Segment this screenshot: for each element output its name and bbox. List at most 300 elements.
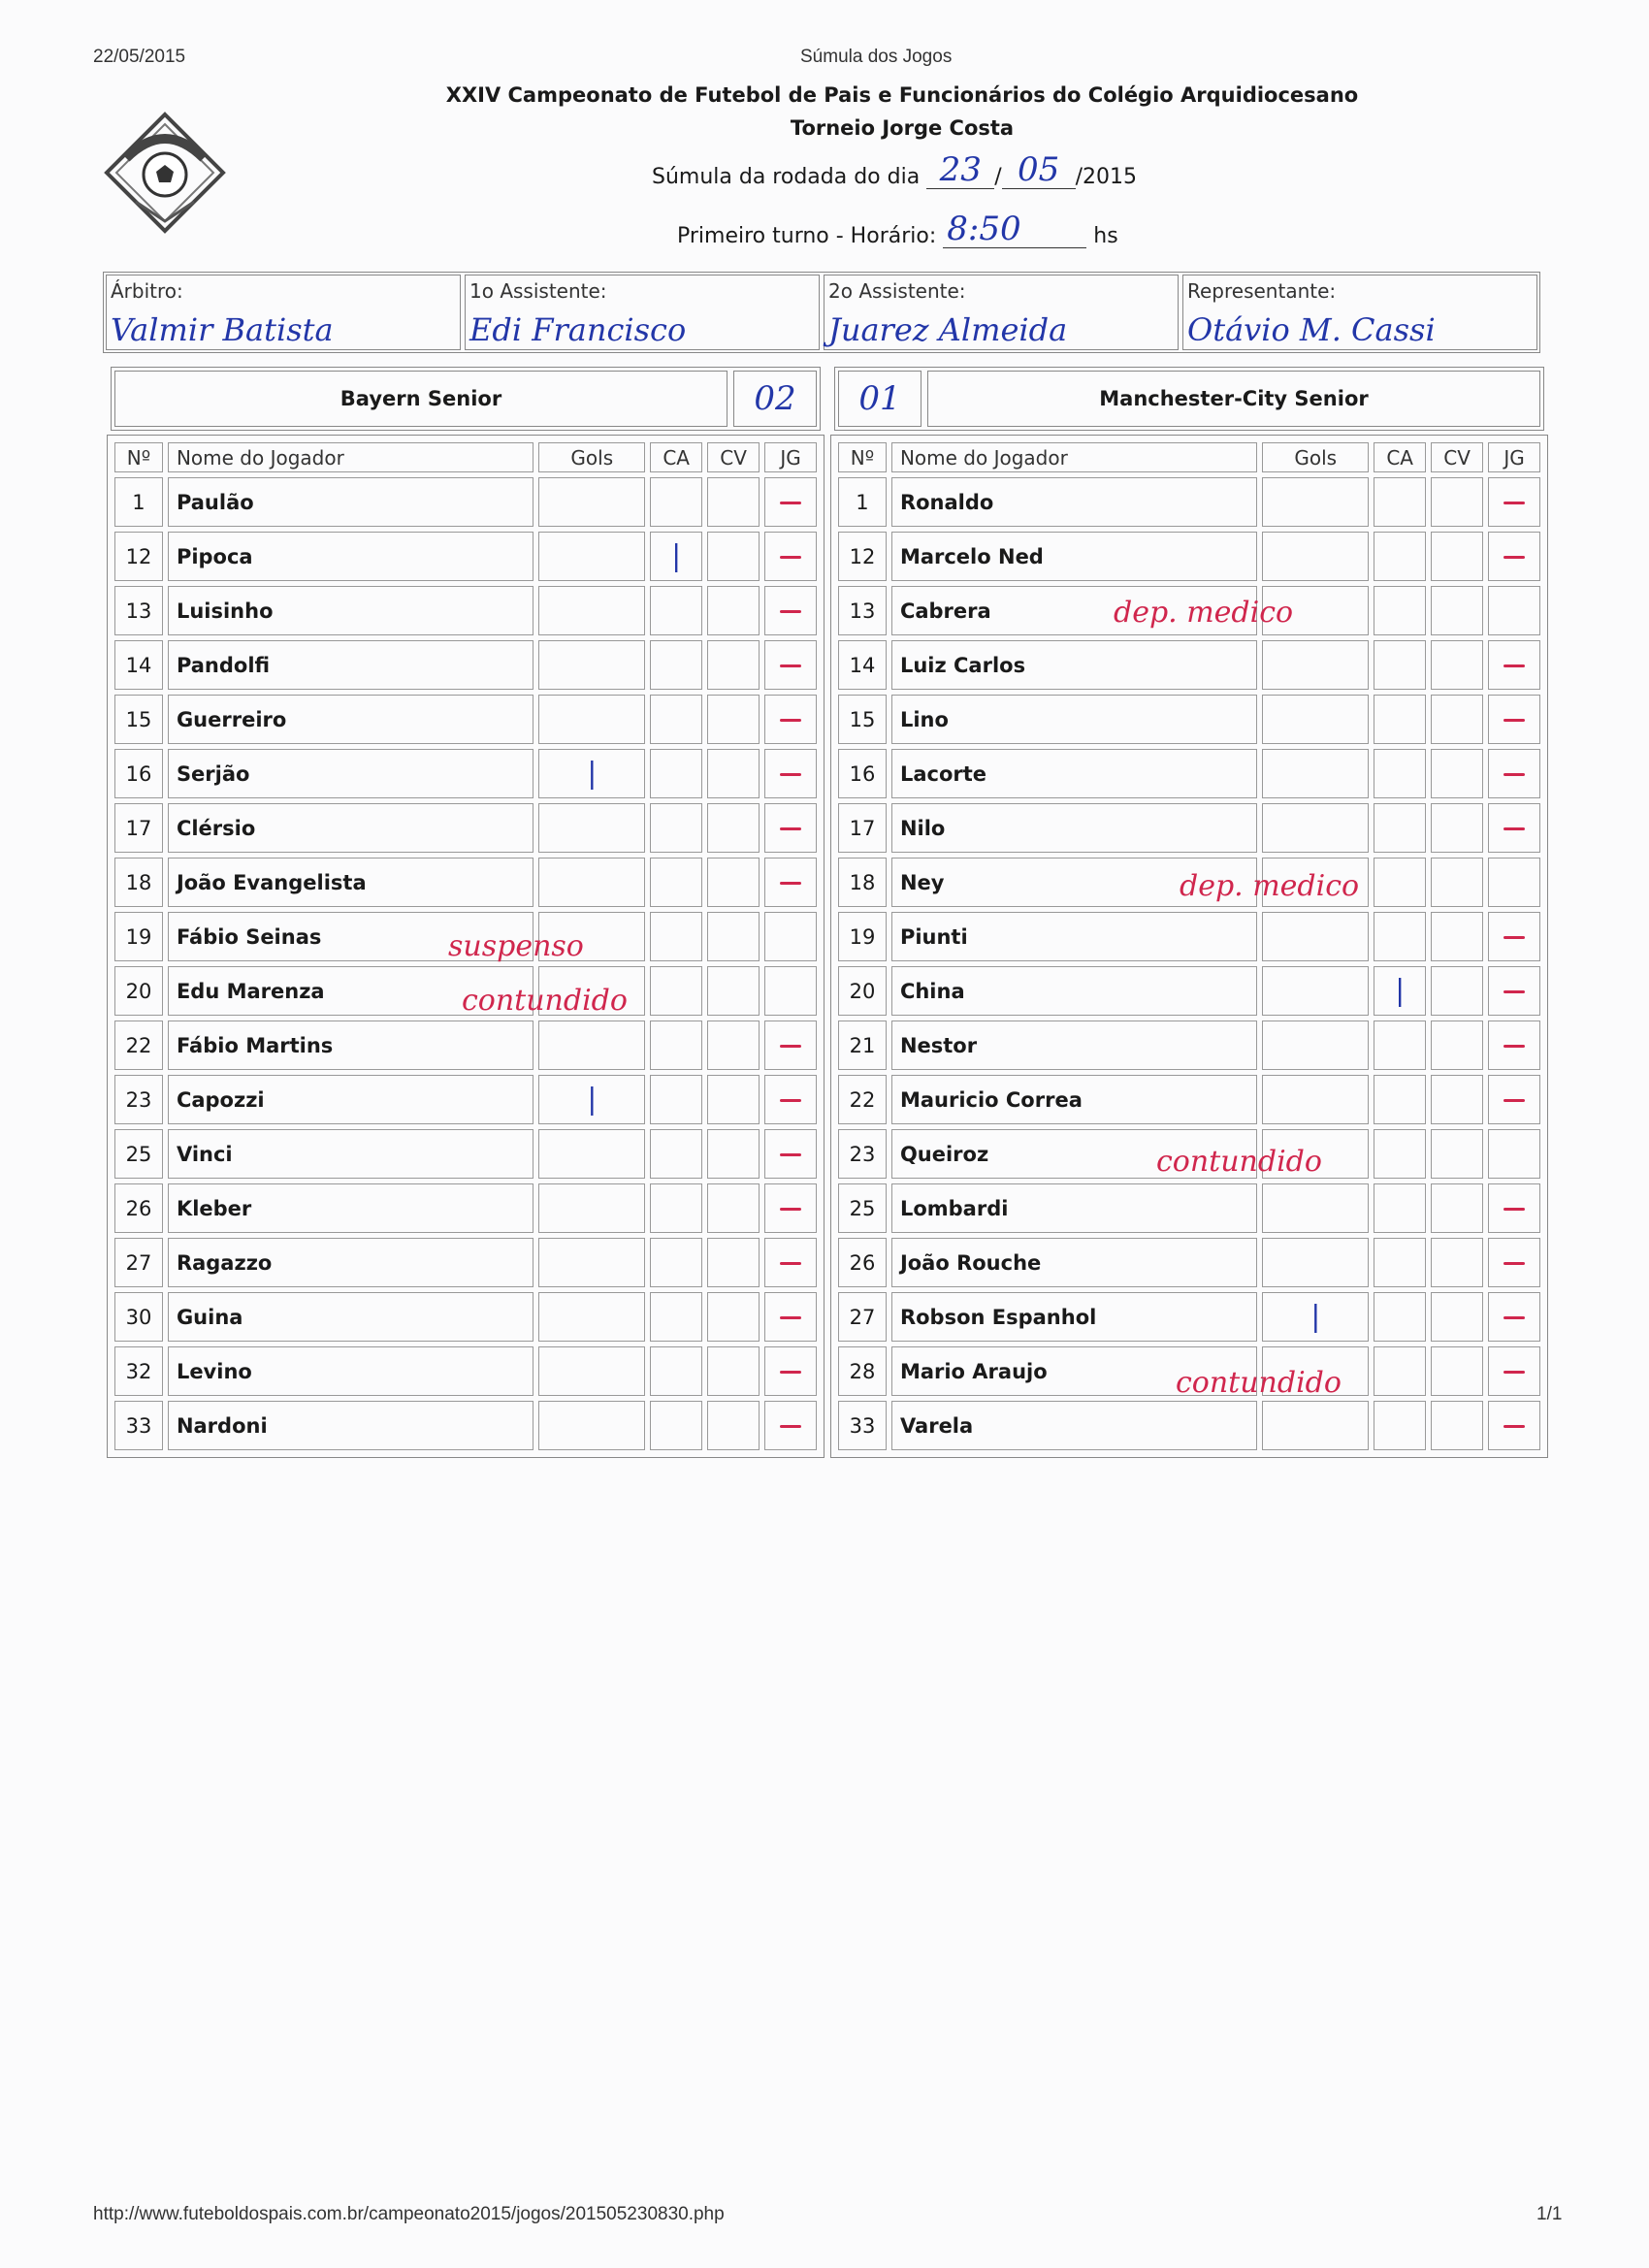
table-row: [114, 586, 817, 635]
player-name: Queiroz: [891, 1129, 1257, 1179]
goals-cell[interactable]: [538, 1292, 645, 1342]
played-cell[interactable]: [764, 477, 817, 527]
goals-cell[interactable]: [1262, 695, 1369, 744]
player-name: João Rouche: [891, 1238, 1257, 1287]
played-mark: [1504, 827, 1525, 830]
red-card-cell[interactable]: [1431, 477, 1483, 527]
goals-cell[interactable]: [1262, 640, 1369, 690]
played-cell[interactable]: [1488, 1238, 1540, 1287]
player-name: Luisinho: [168, 586, 534, 635]
note-away-18: dep. medico: [1180, 869, 1360, 903]
player-number: 33: [114, 1401, 163, 1450]
officials-row: [103, 272, 1540, 353]
goals-cell[interactable]: [538, 1129, 645, 1179]
goals-mark: |: [587, 1083, 598, 1117]
player-number: 18: [838, 858, 887, 907]
played-cell[interactable]: [1488, 477, 1540, 527]
played-cell[interactable]: [764, 586, 817, 635]
played-mark: [780, 610, 801, 613]
goals-cell[interactable]: [1262, 1292, 1369, 1342]
yellow-card-cell[interactable]: [1374, 1401, 1426, 1450]
played-mark: [1504, 1262, 1525, 1265]
yellow-card-cell[interactable]: [1374, 966, 1426, 1016]
goals-cell[interactable]: [538, 640, 645, 690]
played-mark: [780, 1099, 801, 1102]
goals-cell[interactable]: [1262, 1238, 1369, 1287]
played-mark: [780, 882, 801, 885]
played-cell[interactable]: [764, 640, 817, 690]
round-year: /2015: [1075, 165, 1138, 189]
goals-cell[interactable]: [538, 749, 645, 798]
goals-cell[interactable]: [538, 1021, 645, 1070]
player-name: Fábio Seinas: [168, 912, 534, 961]
round-date-line: Súmula da rodada do dia 23 / 05 /2015: [652, 150, 1138, 189]
table-row: [838, 640, 1540, 690]
played-mark: [1504, 1425, 1525, 1428]
yellow-card-cell[interactable]: [650, 966, 702, 1016]
yellow-card-cell[interactable]: [1374, 477, 1426, 527]
player-name: Nilo: [891, 803, 1257, 853]
tournament-logo-icon: [97, 105, 233, 241]
played-mark: [780, 827, 801, 830]
table-row: [838, 803, 1540, 853]
played-mark: [1504, 990, 1525, 993]
played-cell[interactable]: [1488, 640, 1540, 690]
col-gols: Gols: [538, 442, 645, 472]
yellow-card-cell[interactable]: [650, 586, 702, 635]
played-mark: [780, 1262, 801, 1265]
roster-header-row: [838, 442, 1540, 472]
yellow-card-cell[interactable]: [1374, 803, 1426, 853]
red-card-cell[interactable]: [707, 1075, 760, 1124]
player-name: João Evangelista: [168, 858, 534, 907]
goals-cell[interactable]: [1262, 803, 1369, 853]
played-mark: [1504, 936, 1525, 939]
yellow-card-cell[interactable]: [1374, 532, 1426, 581]
played-cell[interactable]: [1488, 749, 1540, 798]
championship-title: XXIV Campeonato de Futebol de Pais e Funcionários do Colégio Arquidiocesano: [445, 83, 1359, 107]
note-home-19: suspenso: [448, 929, 584, 963]
footer-page-number: 1/1: [1536, 2204, 1563, 2224]
table-row: [838, 695, 1540, 744]
played-mark: [780, 1425, 801, 1428]
played-cell[interactable]: [1488, 966, 1540, 1016]
yellow-card-cell[interactable]: [650, 1021, 702, 1070]
played-cell[interactable]: [1488, 1401, 1540, 1450]
player-name: Lombardi: [891, 1183, 1257, 1233]
away-team-header: [834, 367, 1544, 431]
player-number: 19: [114, 912, 163, 961]
played-cell[interactable]: [1488, 803, 1540, 853]
player-number: 18: [114, 858, 163, 907]
goals-cell[interactable]: [1262, 477, 1369, 527]
red-card-cell[interactable]: [1431, 1238, 1483, 1287]
played-cell[interactable]: [1488, 858, 1540, 907]
played-cell[interactable]: [764, 1346, 817, 1396]
official-signature: Juarez Almeida: [828, 311, 1068, 348]
player-name: Robson Espanhol: [891, 1292, 1257, 1342]
yellow-card-cell[interactable]: [1374, 1129, 1426, 1179]
official-signature: Otávio M. Cassi: [1187, 311, 1436, 348]
table-row: [114, 1129, 817, 1179]
player-name: Lacorte: [891, 749, 1257, 798]
yellow-card-cell[interactable]: [650, 1346, 702, 1396]
played-cell[interactable]: [764, 749, 817, 798]
turn-prefix: Primeiro turno - Horário:: [677, 224, 937, 248]
played-cell[interactable]: [1488, 1075, 1540, 1124]
goals-cell[interactable]: [1262, 532, 1369, 581]
played-mark: [780, 556, 801, 559]
table-row: [838, 1401, 1540, 1450]
print-date: 22/05/2015: [93, 47, 186, 67]
played-cell[interactable]: [764, 1075, 817, 1124]
yellow-card-cell[interactable]: [650, 1292, 702, 1342]
played-cell[interactable]: [764, 1238, 817, 1287]
red-card-cell[interactable]: [1431, 1292, 1483, 1342]
player-name: Capozzi: [168, 1075, 534, 1124]
played-cell[interactable]: [764, 1292, 817, 1342]
player-name: Pandolfi: [168, 640, 534, 690]
goals-cell[interactable]: [538, 1346, 645, 1396]
red-card-cell[interactable]: [707, 640, 760, 690]
table-row: [838, 966, 1540, 1016]
table-row: [838, 912, 1540, 961]
player-number: 14: [114, 640, 163, 690]
yellow-card-cell[interactable]: [650, 1129, 702, 1179]
played-mark: [1504, 1208, 1525, 1211]
table-row: [114, 1075, 817, 1124]
red-card-cell[interactable]: [1431, 1346, 1483, 1396]
played-cell[interactable]: [1488, 695, 1540, 744]
player-number: 17: [114, 803, 163, 853]
note-away-28: contundido: [1176, 1366, 1342, 1400]
player-name: Cabrera: [891, 586, 1257, 635]
red-card-cell[interactable]: [707, 803, 760, 853]
played-cell[interactable]: [764, 858, 817, 907]
red-card-cell[interactable]: [707, 966, 760, 1016]
player-number: 30: [114, 1292, 163, 1342]
roster-header-row: [114, 442, 817, 472]
col-name: Nome do Jogador: [891, 442, 1257, 472]
goals-cell[interactable]: [1262, 749, 1369, 798]
col-jg: JG: [1488, 442, 1540, 472]
player-number: 26: [838, 1238, 887, 1287]
yellow-card-cell[interactable]: [650, 695, 702, 744]
player-number: 13: [114, 586, 163, 635]
table-row: [114, 749, 817, 798]
player-name: Ronaldo: [891, 477, 1257, 527]
yellow-card-cell[interactable]: [650, 858, 702, 907]
yellow-card-cell[interactable]: [650, 1238, 702, 1287]
red-card-cell[interactable]: [1431, 858, 1483, 907]
official-assistant-1[interactable]: [465, 275, 820, 350]
col-cv: CV: [707, 442, 760, 472]
played-cell[interactable]: [764, 1183, 817, 1233]
yellow-card-cell[interactable]: [1374, 1292, 1426, 1342]
col-ca: CA: [1374, 442, 1426, 472]
red-card-cell[interactable]: [1431, 1075, 1483, 1124]
player-number: 16: [838, 749, 887, 798]
goals-cell[interactable]: [1262, 1075, 1369, 1124]
played-mark: [1504, 1316, 1525, 1319]
player-name: Ragazzo: [168, 1238, 534, 1287]
table-row: [838, 1238, 1540, 1287]
played-cell[interactable]: [1488, 586, 1540, 635]
played-cell[interactable]: [764, 966, 817, 1016]
player-name: Luiz Carlos: [891, 640, 1257, 690]
player-number: 15: [838, 695, 887, 744]
table-row: [114, 640, 817, 690]
yellow-card-cell[interactable]: [650, 803, 702, 853]
goals-cell[interactable]: [538, 803, 645, 853]
goals-cell[interactable]: [538, 1238, 645, 1287]
table-row: [838, 1183, 1540, 1233]
yellow-card-cell[interactable]: [1374, 1183, 1426, 1233]
yellow-card-mark: |: [671, 539, 682, 573]
yellow-card-cell[interactable]: [1374, 858, 1426, 907]
official-signature: Edi Francisco: [469, 311, 687, 348]
official-assistant-2[interactable]: [824, 275, 1179, 350]
goals-cell[interactable]: [1262, 1183, 1369, 1233]
player-name: Levino: [168, 1346, 534, 1396]
yellow-card-cell[interactable]: [1374, 586, 1426, 635]
red-card-cell[interactable]: [707, 1238, 760, 1287]
tournament-title: Torneio Jorge Costa: [790, 116, 1015, 140]
player-number: 13: [838, 586, 887, 635]
player-name: Pipoca: [168, 532, 534, 581]
played-mark: [780, 664, 801, 667]
red-card-cell[interactable]: [1431, 1401, 1483, 1450]
player-name: Edu Marenza: [168, 966, 534, 1016]
goals-cell[interactable]: [1262, 1401, 1369, 1450]
footer-url: http://www.futeboldospais.com.br/campeonato2015/jogos/201505230830.php: [93, 2204, 725, 2224]
played-mark: [780, 719, 801, 722]
player-name: Clérsio: [168, 803, 534, 853]
official-label: 1o Assistente:: [469, 279, 607, 303]
red-card-cell[interactable]: [707, 1292, 760, 1342]
player-number: 26: [114, 1183, 163, 1233]
red-card-cell[interactable]: [707, 532, 760, 581]
player-number: 19: [838, 912, 887, 961]
table-row: [114, 1401, 817, 1450]
player-number: 16: [114, 749, 163, 798]
round-day: 23: [939, 150, 982, 189]
played-mark: [780, 1316, 801, 1319]
col-ca: CA: [650, 442, 702, 472]
official-signature: Valmir Batista: [111, 311, 334, 348]
table-row: [838, 1021, 1540, 1070]
played-cell[interactable]: [764, 803, 817, 853]
home-team-name: Bayern Senior: [340, 387, 502, 410]
played-mark: [1504, 773, 1525, 776]
col-gols: Gols: [1262, 442, 1369, 472]
red-card-cell[interactable]: [1431, 586, 1483, 635]
played-cell[interactable]: [1488, 1183, 1540, 1233]
played-mark: [780, 773, 801, 776]
red-card-cell[interactable]: [1431, 912, 1483, 961]
red-card-cell[interactable]: [1431, 803, 1483, 853]
played-mark: [1504, 1045, 1525, 1048]
player-number: 27: [114, 1238, 163, 1287]
table-row: [114, 477, 817, 527]
yellow-card-cell[interactable]: [650, 912, 702, 961]
goals-cell[interactable]: [538, 477, 645, 527]
played-mark: [780, 502, 801, 504]
yellow-card-cell[interactable]: [1374, 695, 1426, 744]
yellow-card-cell[interactable]: [650, 640, 702, 690]
table-row: [838, 477, 1540, 527]
played-cell[interactable]: [764, 912, 817, 961]
table-row: [114, 803, 817, 853]
played-cell[interactable]: [764, 1021, 817, 1070]
goals-mark: |: [587, 757, 598, 791]
red-card-cell[interactable]: [707, 695, 760, 744]
red-card-cell[interactable]: [707, 1346, 760, 1396]
goals-cell[interactable]: [538, 695, 645, 744]
played-mark: [1504, 719, 1525, 722]
goals-cell[interactable]: [538, 1183, 645, 1233]
player-number: 17: [838, 803, 887, 853]
red-card-cell[interactable]: [707, 586, 760, 635]
played-cell[interactable]: [1488, 912, 1540, 961]
red-card-cell[interactable]: [707, 1183, 760, 1233]
turn-suffix: hs: [1093, 224, 1118, 248]
player-name: Mauricio Correa: [891, 1075, 1257, 1124]
home-team-name-cell: [114, 371, 728, 427]
played-cell[interactable]: [1488, 1346, 1540, 1396]
table-row: [838, 1292, 1540, 1342]
player-number: 15: [114, 695, 163, 744]
yellow-card-cell[interactable]: [1374, 749, 1426, 798]
note-home-20: contundido: [462, 984, 628, 1018]
player-number: 20: [114, 966, 163, 1016]
goals-cell[interactable]: [538, 586, 645, 635]
yellow-card-cell[interactable]: [1374, 1021, 1426, 1070]
table-row: [114, 532, 817, 581]
red-card-cell[interactable]: [707, 912, 760, 961]
red-card-cell[interactable]: [1431, 749, 1483, 798]
red-card-cell[interactable]: [1431, 695, 1483, 744]
round-day-field[interactable]: [926, 150, 994, 189]
player-name: Paulão: [168, 477, 534, 527]
round-prefix: Súmula da rodada do dia: [652, 165, 921, 189]
col-jg: JG: [764, 442, 817, 472]
played-cell[interactable]: [1488, 1129, 1540, 1179]
player-number: 12: [838, 532, 887, 581]
goals-cell[interactable]: [538, 532, 645, 581]
goals-cell[interactable]: [538, 858, 645, 907]
goals-cell[interactable]: [1262, 1021, 1369, 1070]
official-representative[interactable]: [1182, 275, 1537, 350]
red-card-cell[interactable]: [707, 858, 760, 907]
player-name: Lino: [891, 695, 1257, 744]
player-number: 23: [838, 1129, 887, 1179]
yellow-card-cell[interactable]: [650, 1075, 702, 1124]
player-name: Piunti: [891, 912, 1257, 961]
yellow-card-cell[interactable]: [1374, 1075, 1426, 1124]
played-cell[interactable]: [764, 532, 817, 581]
played-mark: [1504, 664, 1525, 667]
red-card-cell[interactable]: [707, 477, 760, 527]
player-number: 27: [838, 1292, 887, 1342]
player-number: 33: [838, 1401, 887, 1450]
goals-mark: |: [1310, 1300, 1321, 1334]
yellow-card-cell[interactable]: [650, 1401, 702, 1450]
yellow-card-cell[interactable]: [650, 749, 702, 798]
table-row: [114, 858, 817, 907]
player-number: 22: [114, 1021, 163, 1070]
yellow-card-cell[interactable]: [1374, 640, 1426, 690]
played-cell[interactable]: [1488, 1021, 1540, 1070]
player-name: Kleber: [168, 1183, 534, 1233]
yellow-card-cell[interactable]: [1374, 912, 1426, 961]
red-card-cell[interactable]: [707, 1129, 760, 1179]
goals-cell[interactable]: [1262, 912, 1369, 961]
red-card-cell[interactable]: [1431, 1183, 1483, 1233]
player-name: Mario Araujo: [891, 1346, 1257, 1396]
played-mark: [1504, 1371, 1525, 1374]
red-card-cell[interactable]: [1431, 1021, 1483, 1070]
yellow-card-cell[interactable]: [650, 477, 702, 527]
table-row: [114, 1292, 817, 1342]
played-mark: [1504, 556, 1525, 559]
away-team-name: Manchester-City Senior: [1099, 387, 1369, 410]
table-row: [114, 1346, 817, 1396]
player-number: 23: [114, 1075, 163, 1124]
played-cell[interactable]: [764, 695, 817, 744]
player-number: 22: [838, 1075, 887, 1124]
official-referee[interactable]: [106, 275, 461, 350]
away-score: 01: [858, 379, 901, 418]
official-label: Representante:: [1187, 279, 1337, 303]
player-name: Ney: [891, 858, 1257, 907]
red-card-cell[interactable]: [707, 1401, 760, 1450]
played-cell[interactable]: [764, 1401, 817, 1450]
yellow-card-cell[interactable]: [650, 1183, 702, 1233]
red-card-cell[interactable]: [1431, 640, 1483, 690]
played-mark: [1504, 502, 1525, 504]
player-number: 28: [838, 1346, 887, 1396]
yellow-card-cell[interactable]: [1374, 1346, 1426, 1396]
player-name: Guina: [168, 1292, 534, 1342]
away-score-cell[interactable]: [838, 371, 922, 427]
red-card-cell[interactable]: [1431, 1129, 1483, 1179]
red-card-cell[interactable]: [1431, 532, 1483, 581]
goals-cell[interactable]: [538, 1075, 645, 1124]
played-cell[interactable]: [764, 1129, 817, 1179]
goals-cell[interactable]: [538, 1401, 645, 1450]
away-roster: [830, 435, 1548, 1458]
table-row: [114, 1238, 817, 1287]
away-team-name-cell: [927, 371, 1540, 427]
red-card-cell[interactable]: [707, 749, 760, 798]
player-number: 1: [838, 477, 887, 527]
red-card-cell[interactable]: [1431, 966, 1483, 1016]
round-month-field[interactable]: [1002, 150, 1076, 189]
turn-time-field[interactable]: [943, 210, 1086, 248]
yellow-card-cell[interactable]: [650, 532, 702, 581]
goals-cell[interactable]: [1262, 966, 1369, 1016]
home-team-header: [111, 367, 821, 431]
print-title: Súmula dos Jogos: [800, 47, 953, 67]
played-cell[interactable]: [1488, 1292, 1540, 1342]
yellow-card-cell[interactable]: [1374, 1238, 1426, 1287]
home-score-cell[interactable]: [733, 371, 817, 427]
player-number: 14: [838, 640, 887, 690]
played-cell[interactable]: [1488, 532, 1540, 581]
col-name: Nome do Jogador: [168, 442, 534, 472]
red-card-cell[interactable]: [707, 1021, 760, 1070]
